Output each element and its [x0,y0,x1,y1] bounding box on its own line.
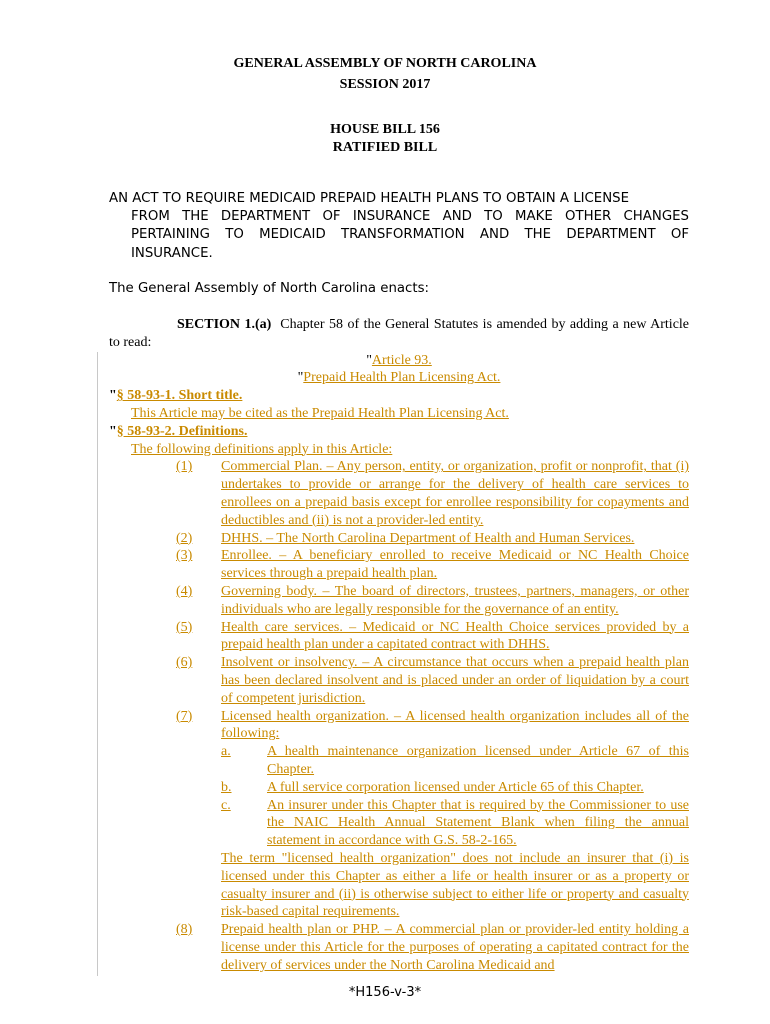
definition-item [109,458,689,529]
subitem-text: An insurer under this Chapter that is required by the Commissioner to use the NAIC Health Annual Statement Blank when filing the annual statement in accordance with G.S. 58-2-165. [267,797,689,849]
section-1a [109,316,689,352]
act-title-continuation: FROM THE DEPARTMENT OF INSURANCE AND TO MAKE OTHER CHANGES PERTAINING TO MEDICAID TRANSFORMATION AND THE DEPARTMENT OF INSURANCE. [131,209,689,261]
definition-number: (5) [176,619,193,635]
article-number-text: Article 93. [371,352,432,368]
short-title-text: This Article may be cited as the Prepaid Health Plan Licensing Act. [131,405,509,421]
definition-item [109,619,689,655]
article-number: "Article 93. [366,352,432,368]
article-name-text: Prepaid Health Plan Licensing Act. [303,370,501,386]
definitions-intro-text: The following definitions apply in this Article: [131,441,393,457]
act-title [109,190,689,263]
section-heading-text: § 58-93-1. Short title. [116,388,243,404]
section-heading-58-93-1: "§ 58-93-1. Short title. [109,388,243,404]
section-text: Chapter 58 of the General Statutes is amended by adding a new Article to read: [109,317,690,350]
enacting-clause: The General Assembly of North Carolina enacts: [109,281,429,296]
definition-text: DHHS. – The North Carolina Department of Health and Human Services. [221,530,635,546]
definition-item [109,654,689,707]
bill-status: RATIFIED BILL [332,140,438,155]
subitem-text: A full service corporation licensed under Article 65 of this Chapter. [267,779,644,795]
act-title-first-line: AN ACT TO REQUIRE MEDICAID PREPAID HEALTH PLANS TO OBTAIN A LICENSE [109,191,629,206]
session-heading: SESSION 2017 [339,77,431,92]
section-label: SECTION 1.(a) [177,317,272,332]
definition-number: (7) [176,708,193,724]
definition-text: Health care services. – Medicaid or NC Health Choice services provided by a prepaid health plan under a capitated contract with DHHS. [221,619,689,653]
margin-rule [97,352,98,976]
subitem-letter: b. [221,779,232,795]
definition-text: Governing body. – The board of directors, trustees, partners, managers, or other individuals who are legally responsible for the governance of an entity. [221,583,689,617]
section-heading-58-93-2: "§ 58-93-2. Definitions. [109,423,248,439]
definition-number: (1) [176,459,193,475]
assembly-heading: GENERAL ASSEMBLY OF NORTH CAROLINA [233,56,537,71]
definition-subitem [109,743,689,779]
article-name: "Prepaid Health Plan Licensing Act. [297,370,501,386]
subitem-letter: c. [221,797,231,813]
definition-subitem [109,779,689,797]
definition-item [109,921,689,974]
definition-text: Commercial Plan. – Any person, entity, or organization, profit or nonprofit, that (i) undertakes to provide or arrange for the delivery of health care services to enrollees on a prepaid basis except for enrollee responsibility for copayments and deductibles and (ii) is not a provider-led entity. [221,459,689,528]
definition-number: (3) [176,548,193,564]
exclusion-text: The term "licensed health organization" does not include an insurer that (i) is licensed under this Chapter as either a life or health insurer or as a property or casualty insurer and (ii) is otherwise subject to either life or property and casualty risk-based capital requirements. [221,850,689,920]
bill-number: HOUSE BILL 156 [330,122,440,137]
document-barcode-id: *H156-v-3* [348,985,422,1000]
definition-item [109,547,689,583]
definition-item [109,530,689,548]
definition-number: (6) [176,655,193,671]
definition-text: Prepaid health plan or PHP. – A commercial plan or provider-led entity holding a license under this Article for the purposes of operating a capitated contract for the delivery of services under the North Carolina Medicaid and [221,922,689,973]
short-title-paragraph [109,405,689,423]
definition-item [109,708,689,744]
definition-text: Enrollee. – A beneficiary enrolled to receive Medicaid or NC Health Choice services through a prepaid health plan. [221,548,689,582]
definitions-intro [109,441,689,459]
definition-number: (8) [176,922,193,938]
subitem-letter: a. [221,744,231,760]
definition-text: Licensed health organization. – A licensed health organization includes all of the following: [221,708,689,742]
subitem-text: A health maintenance organization licensed under Article 67 of this Chapter. [267,744,689,777]
definition-exclusion [109,850,689,921]
definition-subitem [109,797,689,850]
definition-number: (4) [176,583,193,599]
section-heading-text: § 58-93-2. Definitions. [116,423,248,439]
definition-text: Insolvent or insolvency. – A circumstance that occurs when a prepaid health plan has been declared insolvent and is placed under an order of liquidation by a court of competent jurisdiction. [221,655,689,706]
bill-body [109,316,689,974]
definition-item [109,583,689,619]
definitions-list [109,458,689,974]
definition-number: (2) [176,530,193,546]
